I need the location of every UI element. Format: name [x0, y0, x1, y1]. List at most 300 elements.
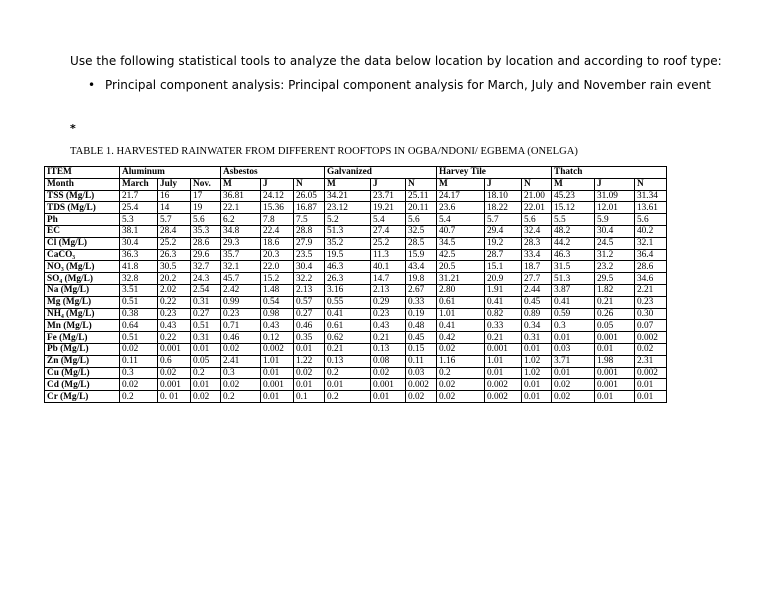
table-cell: 28.5	[406, 237, 437, 249]
month-header-cell: J	[485, 178, 522, 190]
table-cell: 0.01	[325, 379, 371, 391]
table-cell: 0.002	[406, 379, 437, 391]
table-cell: 36.81	[221, 190, 261, 202]
table-cell: 28.3	[522, 237, 552, 249]
table-cell: 32.8	[120, 273, 158, 285]
table-cell: 0.46	[294, 320, 325, 332]
table-cell: 46.3	[325, 261, 371, 273]
table-cell: 36.3	[120, 249, 158, 261]
table-cell: 5.6	[635, 214, 667, 226]
table-cell: 0.22	[158, 332, 191, 344]
table-cell: 0.05	[595, 320, 635, 332]
table-row	[45, 190, 667, 202]
table-cell: 27.4	[371, 225, 406, 237]
month-header-cell: N	[635, 178, 667, 190]
table-row	[45, 367, 667, 379]
table-cell: 42.5	[437, 249, 485, 261]
table-row	[45, 214, 667, 226]
table-cell: 0.3	[552, 320, 595, 332]
table-cell: 0.001	[595, 379, 635, 391]
table-cell: 23.2	[595, 261, 635, 273]
table-cell: 40.7	[437, 225, 485, 237]
table-cell: 22.1	[221, 202, 261, 214]
table-cell: 0.02	[294, 367, 325, 379]
table-cell: 14.7	[371, 273, 406, 285]
table-cell: 51.3	[325, 225, 371, 237]
table-cell: 18.22	[485, 202, 522, 214]
table-cell: 0.51	[191, 320, 221, 332]
table-cell: 15.36	[261, 202, 294, 214]
table-cell: 2.21	[635, 284, 667, 296]
row-parameter-label: SO₄ (Mg/L)	[45, 273, 120, 285]
table-cell: 43.4	[406, 261, 437, 273]
table-cell: 0.51	[120, 296, 158, 308]
table-cell: 40.1	[371, 261, 406, 273]
table-cell: 2.13	[294, 284, 325, 296]
table-cell: 2.54	[191, 284, 221, 296]
table-cell: 29.3	[221, 237, 261, 249]
table-cell: 0.31	[191, 332, 221, 344]
table-cell: 0.001	[485, 343, 522, 355]
table-cell: 23.6	[437, 202, 485, 214]
table-row	[45, 320, 667, 332]
table-cell: 26.3	[158, 249, 191, 261]
asterisk-marker: *	[70, 122, 76, 135]
table-cell: 5.4	[437, 214, 485, 226]
table-cell: 0.002	[635, 367, 667, 379]
table-cell: 0.23	[371, 308, 406, 320]
table-cell: 11.3	[371, 249, 406, 261]
table-cell: 0.33	[406, 296, 437, 308]
table-cell: 0.2	[437, 367, 485, 379]
table-cell: 5.2	[325, 214, 371, 226]
table-cell: 23.71	[371, 190, 406, 202]
table-cell: 0.2	[325, 367, 371, 379]
table-cell: 2.80	[437, 284, 485, 296]
table-cell: 1.98	[595, 355, 635, 367]
table-row	[45, 355, 667, 367]
table-row	[45, 296, 667, 308]
table-row	[45, 225, 667, 237]
table-cell: 32.7	[191, 261, 221, 273]
table-cell: 7.8	[261, 214, 294, 226]
table-cell: 0.41	[485, 296, 522, 308]
table-cell: 0.43	[371, 320, 406, 332]
month-header-cell: J	[371, 178, 406, 190]
table-cell: 3.71	[552, 355, 595, 367]
header-asbestos: Asbestos	[221, 167, 325, 179]
row-parameter-label: Cu (Mg/L)	[45, 367, 120, 379]
table-cell: 0.001	[595, 367, 635, 379]
row-parameter-label: Cd (Mg/L)	[45, 379, 120, 391]
table-cell: 28.7	[485, 249, 522, 261]
table-cell: 24.3	[191, 273, 221, 285]
month-header-cell: M	[437, 178, 485, 190]
table-cell: 34.21	[325, 190, 371, 202]
table-cell: 32.2	[294, 273, 325, 285]
table-cell: 0.98	[261, 308, 294, 320]
table-cell: 0.23	[635, 296, 667, 308]
table-cell: 2.42	[221, 284, 261, 296]
row-parameter-label: Zn (Mg/L)	[45, 355, 120, 367]
table-cell: 19.5	[325, 249, 371, 261]
table-cell: 0.82	[485, 308, 522, 320]
table-row	[45, 284, 667, 296]
month-header-cell: N	[522, 178, 552, 190]
table-cell: 0.54	[261, 296, 294, 308]
table-cell: 1.16	[437, 355, 485, 367]
table-cell: 0.38	[120, 308, 158, 320]
table-cell: 0.02	[437, 391, 485, 403]
table-cell: 16	[158, 190, 191, 202]
table-cell: 5.5	[552, 214, 595, 226]
month-header-cell: M	[221, 178, 261, 190]
table-cell: 31.2	[595, 249, 635, 261]
table-cell: 0.02	[437, 343, 485, 355]
table-cell: 5.6	[522, 214, 552, 226]
table-cell: 0.61	[437, 296, 485, 308]
table-cell: 0.03	[406, 367, 437, 379]
month-header-cell: March	[120, 178, 158, 190]
table-cell: 0.51	[120, 332, 158, 344]
table-cell: 0.02	[221, 379, 261, 391]
table-cell: 34.5	[437, 237, 485, 249]
bullet-text: Principal component analysis: Principal component analysis for March, July and November rain event	[105, 78, 711, 92]
header-month: Month	[45, 178, 120, 190]
table-cell: 0.21	[371, 332, 406, 344]
table-cell: 20.11	[406, 202, 437, 214]
table-cell: 2.02	[158, 284, 191, 296]
row-parameter-label: Cl (Mg/L)	[45, 237, 120, 249]
month-header-cell: N	[294, 178, 325, 190]
table-cell: 28.6	[191, 237, 221, 249]
table-cell: 18.6	[261, 237, 294, 249]
table-cell: 0.41	[552, 296, 595, 308]
table-cell: 0.1	[294, 391, 325, 403]
table-cell: 30.4	[294, 261, 325, 273]
table-cell: 0.08	[371, 355, 406, 367]
table-cell: 0.62	[325, 332, 371, 344]
table-cell: 0.23	[158, 308, 191, 320]
table-cell: 0.2	[120, 391, 158, 403]
row-parameter-label: Na (Mg/L)	[45, 284, 120, 296]
table-cell: 29.5	[595, 273, 635, 285]
table-cell: 0.19	[406, 308, 437, 320]
table-cell: 0.89	[522, 308, 552, 320]
table-cell: 0.41	[325, 308, 371, 320]
table-cell: 23.5	[294, 249, 325, 261]
table-cell: 0.01	[191, 343, 221, 355]
row-parameter-label: Pb (Mg/L)	[45, 343, 120, 355]
bullet-dot-icon: •	[88, 78, 96, 92]
table-cell: 25.4	[120, 202, 158, 214]
table-cell: 0.31	[522, 332, 552, 344]
table-cell: 0.42	[437, 332, 485, 344]
table-cell: 45.7	[221, 273, 261, 285]
table-cell: 21.7	[120, 190, 158, 202]
table-cell: 0.59	[552, 308, 595, 320]
table-group-header-row	[45, 167, 667, 179]
table-cell: 3.16	[325, 284, 371, 296]
table-cell: 19.21	[371, 202, 406, 214]
row-parameter-label: Ph	[45, 214, 120, 226]
table-cell: 0.34	[522, 320, 552, 332]
table-cell: 35.3	[191, 225, 221, 237]
header-item: ITEM	[45, 167, 120, 179]
table-cell: 18.7	[522, 261, 552, 273]
table-cell: 0.01	[371, 391, 406, 403]
table-cell: 20.9	[485, 273, 522, 285]
table-cell: 0.21	[485, 332, 522, 344]
table-cell: 15.9	[406, 249, 437, 261]
table-cell: 34.6	[635, 273, 667, 285]
table-cell: 0.01	[522, 391, 552, 403]
table-cell: 20.5	[437, 261, 485, 273]
table-cell: 35.2	[325, 237, 371, 249]
table-cell: 0.30	[635, 308, 667, 320]
table-cell: 0.64	[120, 320, 158, 332]
row-parameter-label: CaCO₃	[45, 249, 120, 261]
table-cell: 0.002	[261, 343, 294, 355]
bullet-item	[88, 78, 711, 92]
table-cell: 1.02	[522, 355, 552, 367]
row-parameter-label: Fe (Mg/L)	[45, 332, 120, 344]
table-cell: 16.87	[294, 202, 325, 214]
table-cell: 0.57	[294, 296, 325, 308]
table-cell: 31.09	[595, 190, 635, 202]
table-cell: 0.23	[221, 308, 261, 320]
table-row	[45, 379, 667, 391]
table-cell: 28.8	[294, 225, 325, 237]
table-cell: 27.7	[522, 273, 552, 285]
header-galvanized: Galvanized	[325, 167, 437, 179]
table-cell: 0.2	[325, 391, 371, 403]
month-header-cell: M	[552, 178, 595, 190]
table-cell: 0.02	[552, 379, 595, 391]
table-cell: 0.01	[635, 391, 667, 403]
table-cell: 23.12	[325, 202, 371, 214]
table-cell: 0.55	[325, 296, 371, 308]
table-cell: 0.01	[522, 343, 552, 355]
table-cell: 0.27	[294, 308, 325, 320]
table-cell: 0.45	[406, 332, 437, 344]
table-cell: 0.02	[437, 379, 485, 391]
table-cell: 41.8	[120, 261, 158, 273]
table-row	[45, 391, 667, 403]
table-cell: 0.43	[261, 320, 294, 332]
table-cell: 0.02	[158, 367, 191, 379]
table-cell: 12.01	[595, 202, 635, 214]
table-cell: 5.3	[120, 214, 158, 226]
table-cell: 0.15	[406, 343, 437, 355]
table-cell: 2.31	[635, 355, 667, 367]
table-cell: 0.002	[635, 332, 667, 344]
table-cell: 5.7	[158, 214, 191, 226]
table-cell: 30.4	[120, 237, 158, 249]
month-header-cell: July	[158, 178, 191, 190]
table-cell: 0.001	[158, 379, 191, 391]
table-cell: 0.02	[120, 343, 158, 355]
table-cell: 0.02	[406, 391, 437, 403]
table-cell: 0.21	[325, 343, 371, 355]
table-cell: 19.8	[406, 273, 437, 285]
month-header-cell: Nov.	[191, 178, 221, 190]
table-cell: 0.02	[191, 391, 221, 403]
table-cell: 0.11	[120, 355, 158, 367]
table-cell: 0.01	[522, 379, 552, 391]
table-cell: 15.2	[261, 273, 294, 285]
table-cell: 33.4	[522, 249, 552, 261]
table-cell: 21.00	[522, 190, 552, 202]
month-header-cell: M	[325, 178, 371, 190]
table-cell: 0.21	[595, 296, 635, 308]
table-cell: 24.12	[261, 190, 294, 202]
table-cell: 0.002	[485, 391, 522, 403]
table-cell: 0.01	[261, 391, 294, 403]
header-thatch: Thatch	[552, 167, 667, 179]
table-cell: 31.34	[635, 190, 667, 202]
table-cell: 1.01	[261, 355, 294, 367]
table-cell: 51.3	[552, 273, 595, 285]
table-row	[45, 308, 667, 320]
table-cell: 0.01	[635, 379, 667, 391]
table-row	[45, 237, 667, 249]
table-cell: 0.01	[294, 379, 325, 391]
table-cell: 0.02	[120, 379, 158, 391]
table-cell: 0.01	[485, 367, 522, 379]
table-cell: 0.41	[437, 320, 485, 332]
table-cell: 0.48	[406, 320, 437, 332]
table-cell: 13.61	[635, 202, 667, 214]
table-cell: 0.13	[371, 343, 406, 355]
table-cell: 0.22	[158, 296, 191, 308]
table-cell: 36.4	[635, 249, 667, 261]
table-cell: 0.2	[221, 391, 261, 403]
table-row	[45, 261, 667, 273]
table-cell: 0.12	[261, 332, 294, 344]
table-cell: 1.01	[485, 355, 522, 367]
table-cell: 0.01	[294, 343, 325, 355]
table-cell: 32.1	[635, 237, 667, 249]
table-cell: 38.1	[120, 225, 158, 237]
table-cell: 22.01	[522, 202, 552, 214]
table-cell: 15.12	[552, 202, 595, 214]
row-parameter-label: Mn (Mg/L)	[45, 320, 120, 332]
table-cell: 45.23	[552, 190, 595, 202]
table-cell: 28.6	[635, 261, 667, 273]
table-cell: 0.01	[261, 367, 294, 379]
table-cell: 0.3	[120, 367, 158, 379]
table-cell: 32.1	[221, 261, 261, 273]
table-row	[45, 332, 667, 344]
table-cell: 0.13	[325, 355, 371, 367]
table-cell: 48.2	[552, 225, 595, 237]
table-cell: 25.2	[158, 237, 191, 249]
table-cell: 14	[158, 202, 191, 214]
table-cell: 0.001	[371, 379, 406, 391]
table-cell: 35.7	[221, 249, 261, 261]
table-cell: 32.4	[522, 225, 552, 237]
table-cell: 0.02	[635, 343, 667, 355]
month-header-cell: J	[595, 178, 635, 190]
table-cell: 0.001	[158, 343, 191, 355]
table-cell: 22.0	[261, 261, 294, 273]
table-cell: 31.21	[437, 273, 485, 285]
table-cell: 17	[191, 190, 221, 202]
table-cell: 0.45	[522, 296, 552, 308]
table-cell: 2.44	[522, 284, 552, 296]
table-cell: 19	[191, 202, 221, 214]
table-row	[45, 249, 667, 261]
table-cell: 0.07	[635, 320, 667, 332]
table-cell: 20.3	[261, 249, 294, 261]
table-cell: 0.01	[552, 332, 595, 344]
table-cell: 0.61	[325, 320, 371, 332]
row-parameter-label: Mg (Mg/L)	[45, 296, 120, 308]
table-cell: 0.01	[552, 367, 595, 379]
table-cell: 2.41	[221, 355, 261, 367]
table-cell: 15.1	[485, 261, 522, 273]
table-cell: 24.17	[437, 190, 485, 202]
table-body	[45, 190, 667, 402]
table-cell: 1.02	[522, 367, 552, 379]
table-cell: 26.3	[325, 273, 371, 285]
table-cell: 26.05	[294, 190, 325, 202]
table-cell: 46.3	[552, 249, 595, 261]
table-cell: 0.11	[406, 355, 437, 367]
instructions-text: Use the following statistical tools to analyze the data below location by location and according to roof type:	[70, 54, 722, 68]
table-cell: 5.6	[191, 214, 221, 226]
row-parameter-label: NO₃ (Mg/L)	[45, 261, 120, 273]
table-cell: 20.2	[158, 273, 191, 285]
table-row	[45, 343, 667, 355]
table-cell: 3.51	[120, 284, 158, 296]
row-parameter-label: EC	[45, 225, 120, 237]
table-cell: 0.6	[158, 355, 191, 367]
table-cell: 1.48	[261, 284, 294, 296]
table-cell: 0.29	[371, 296, 406, 308]
table-row	[45, 273, 667, 285]
table-cell: 29.6	[191, 249, 221, 261]
table-cell: 24.5	[595, 237, 635, 249]
month-header-cell: N	[406, 178, 437, 190]
table-cell: 0.35	[294, 332, 325, 344]
table-cell: 3.87	[552, 284, 595, 296]
table-cell: 34.8	[221, 225, 261, 237]
table-cell: 1.82	[595, 284, 635, 296]
table-cell: 27.9	[294, 237, 325, 249]
table-cell: 2.13	[371, 284, 406, 296]
table-cell: 0.31	[191, 296, 221, 308]
table-cell: 0.3	[221, 367, 261, 379]
table-cell: 0.02	[552, 391, 595, 403]
table-cell: 5.7	[485, 214, 522, 226]
table-cell: 1.22	[294, 355, 325, 367]
table-cell: 0.01	[595, 343, 635, 355]
table-cell: 0.05	[191, 355, 221, 367]
table-cell: 30.4	[595, 225, 635, 237]
table-cell: 0.001	[261, 379, 294, 391]
table-cell: 29.4	[485, 225, 522, 237]
table-cell: 31.5	[552, 261, 595, 273]
table-cell: 19.2	[485, 237, 522, 249]
table-cell: 25.2	[371, 237, 406, 249]
table-cell: 2.67	[406, 284, 437, 296]
table-cell: 30.5	[158, 261, 191, 273]
table-cell: 0.33	[485, 320, 522, 332]
rainwater-data-table	[44, 166, 667, 403]
header-harvey-tile: Harvey Tile	[437, 167, 552, 179]
